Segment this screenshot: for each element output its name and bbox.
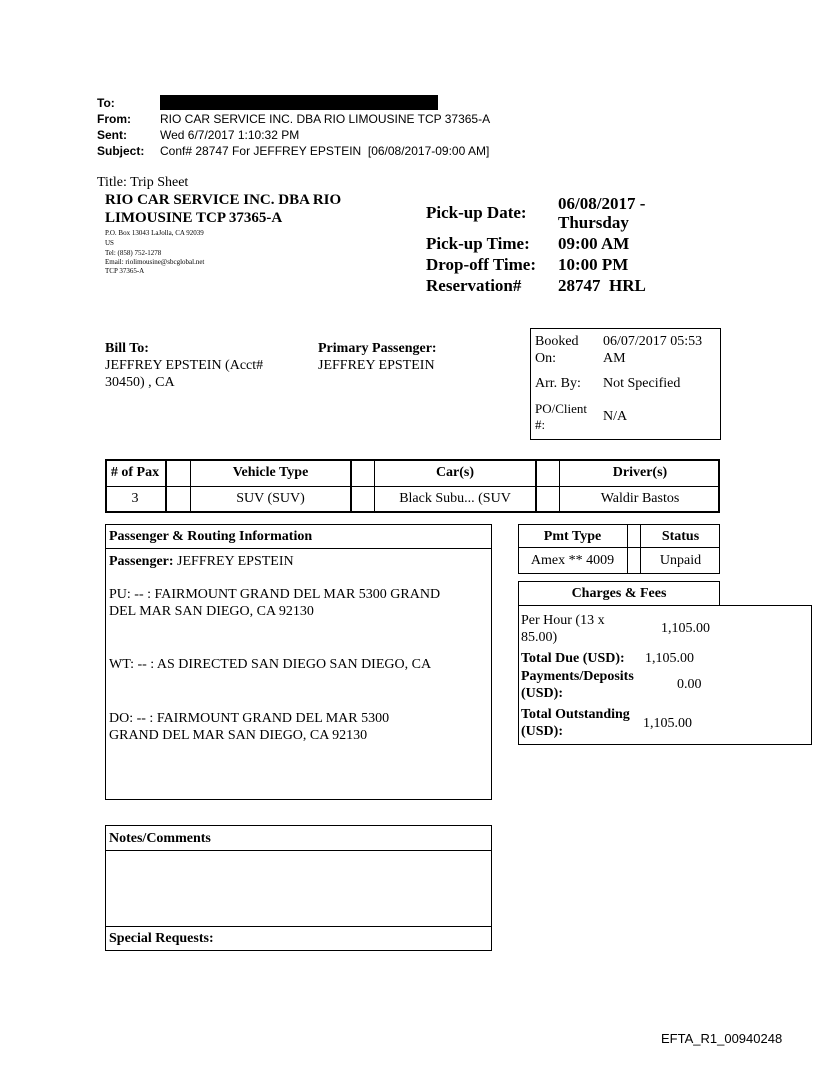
payments-label-1: Payments/Deposits <box>521 669 634 684</box>
po-value: N/A <box>603 409 628 424</box>
dropoff-time-value: 10:00 PM <box>558 255 629 274</box>
booked-on-value-2: AM <box>603 351 626 366</box>
company-tcp: TCP 37365-A <box>105 267 145 275</box>
vehicle-type-value: SUV (SUV) <box>236 491 305 506</box>
per-hour-value: 1,105.00 <box>661 621 710 636</box>
vehicle-table-row-divider <box>105 486 720 487</box>
charges-header-box <box>518 581 720 606</box>
payments-label-2: (USD): <box>521 686 563 701</box>
status-value: Unpaid <box>659 553 702 568</box>
notes-header-divider <box>106 850 491 851</box>
routing-passenger-label: Passenger: <box>109 554 174 569</box>
company-country: US <box>105 239 114 247</box>
arr-by-label: Arr. By: <box>535 376 581 391</box>
pu-line-2: DEL MAR SAN DIEGO, CA 92130 <box>109 604 314 619</box>
bill-to-line1: JEFFREY EPSTEIN (Acct# <box>105 358 264 373</box>
primary-passenger-label: Primary Passenger: <box>318 341 437 356</box>
pickup-time-value: 09:00 AM <box>558 234 630 253</box>
per-hour-label-2: 85.00) <box>521 630 558 645</box>
arr-by-value: Not Specified <box>603 376 681 391</box>
payment-row-divider <box>518 547 720 548</box>
reservation-value: 28747 HRL <box>558 276 646 295</box>
outstanding-label-2: (USD): <box>521 724 563 739</box>
charges-header: Charges & Fees <box>571 586 667 601</box>
vehicle-col-divider-3 <box>350 459 352 513</box>
booked-on-label-2: On: <box>535 351 556 366</box>
outstanding-value: 1,105.00 <box>643 716 692 731</box>
bill-to-label: Bill To: <box>105 341 149 356</box>
pickup-date-label: Pick-up Date: <box>426 203 527 222</box>
company-name-line2: LIMOUSINE TCP 37365-A <box>105 210 283 226</box>
wt-line: WT: -- : AS DIRECTED SAN DIEGO SAN DIEGO, CA <box>109 657 432 672</box>
pmt-type-value: Amex ** 4009 <box>530 553 615 568</box>
do-line-2: GRAND DEL MAR SAN DIEGO, CA 92130 <box>109 728 368 743</box>
bill-to-line2: 30450) , CA <box>105 375 175 390</box>
footer-document-id: EFTA_R1_00940248 <box>661 1031 783 1046</box>
routing-header: Passenger & Routing Information <box>109 529 313 544</box>
pax-header: # of Pax <box>110 465 160 480</box>
payments-value: 0.00 <box>677 677 702 692</box>
document-title: Title: Trip Sheet <box>97 175 189 190</box>
notes-box <box>105 825 492 951</box>
primary-passenger-value: JEFFREY EPSTEIN <box>318 358 435 373</box>
redacted-recipient <box>160 95 438 110</box>
sent-value: Wed 6/7/2017 1:10:32 PM <box>160 128 300 142</box>
routing-header-divider <box>106 548 491 549</box>
company-email: Email: riolimousine@sbcglobal.net <box>105 258 205 266</box>
from-value: RIO CAR SERVICE INC. DBA RIO LIMOUSINE TCP 37365-A <box>160 112 491 126</box>
subject-label: Subject: <box>97 144 145 158</box>
vehicle-col-divider-1 <box>165 459 167 513</box>
pickup-date-value-1: 06/08/2017 - <box>558 194 646 213</box>
company-tel: Tel: (858) 752-1278 <box>105 249 162 257</box>
booked-on-label-1: Booked <box>535 334 579 349</box>
routing-passenger <box>109 554 294 570</box>
notes-header: Notes/Comments <box>109 831 211 846</box>
from-label: From: <box>97 112 131 126</box>
pmt-type-header: Pmt Type <box>543 529 602 544</box>
drivers-value: Waldir Bastos <box>600 491 680 506</box>
booking-info-box <box>530 328 721 440</box>
pickup-date-value-2: Thursday <box>558 213 629 232</box>
vehicle-type-header: Vehicle Type <box>232 465 309 480</box>
reservation-label: Reservation# <box>426 276 522 295</box>
special-requests-divider <box>106 926 491 927</box>
company-name-line1: RIO CAR SERVICE INC. DBA RIO <box>105 192 342 208</box>
cars-header: Car(s) <box>435 465 475 480</box>
routing-box <box>105 524 492 800</box>
special-requests-label: Special Requests: <box>109 931 214 946</box>
charges-body-box <box>518 605 812 745</box>
per-hour-label-1: Per Hour (13 x <box>521 613 605 628</box>
po-label-2: #: <box>535 417 546 432</box>
do-line-1: DO: -- : FAIRMOUNT GRAND DEL MAR 5300 <box>109 711 390 726</box>
routing-passenger-value: JEFFREY EPSTEIN <box>177 554 294 569</box>
outstanding-label-1: Total Outstanding <box>521 707 630 722</box>
to-label: To: <box>97 96 115 110</box>
cars-value: Black Subu... (SUV <box>399 491 511 506</box>
sent-label: Sent: <box>97 128 127 142</box>
company-address: P.O. Box 13043 LaJolla, CA 92039 <box>105 229 204 237</box>
total-due-label: Total Due (USD): <box>521 651 625 666</box>
pax-value: 3 <box>131 491 139 506</box>
drivers-header: Driver(s) <box>612 465 668 480</box>
vehicle-col-divider-5 <box>535 459 537 513</box>
pu-line-1: PU: -- : FAIRMOUNT GRAND DEL MAR 5300 GRAND <box>109 587 441 602</box>
dropoff-time-label: Drop-off Time: <box>426 255 537 274</box>
payment-col-divider-1 <box>627 524 628 574</box>
booked-on-value-1: 06/07/2017 05:53 <box>603 334 703 349</box>
subject-value: Conf# 28747 For JEFFREY EPSTEIN [06/08/2017-09:00 AM] <box>160 144 490 158</box>
status-header: Status <box>661 529 700 544</box>
po-label-1: PO/Client <box>535 401 588 416</box>
pickup-time-label: Pick-up Time: <box>426 234 530 253</box>
total-due-value: 1,105.00 <box>645 651 694 666</box>
